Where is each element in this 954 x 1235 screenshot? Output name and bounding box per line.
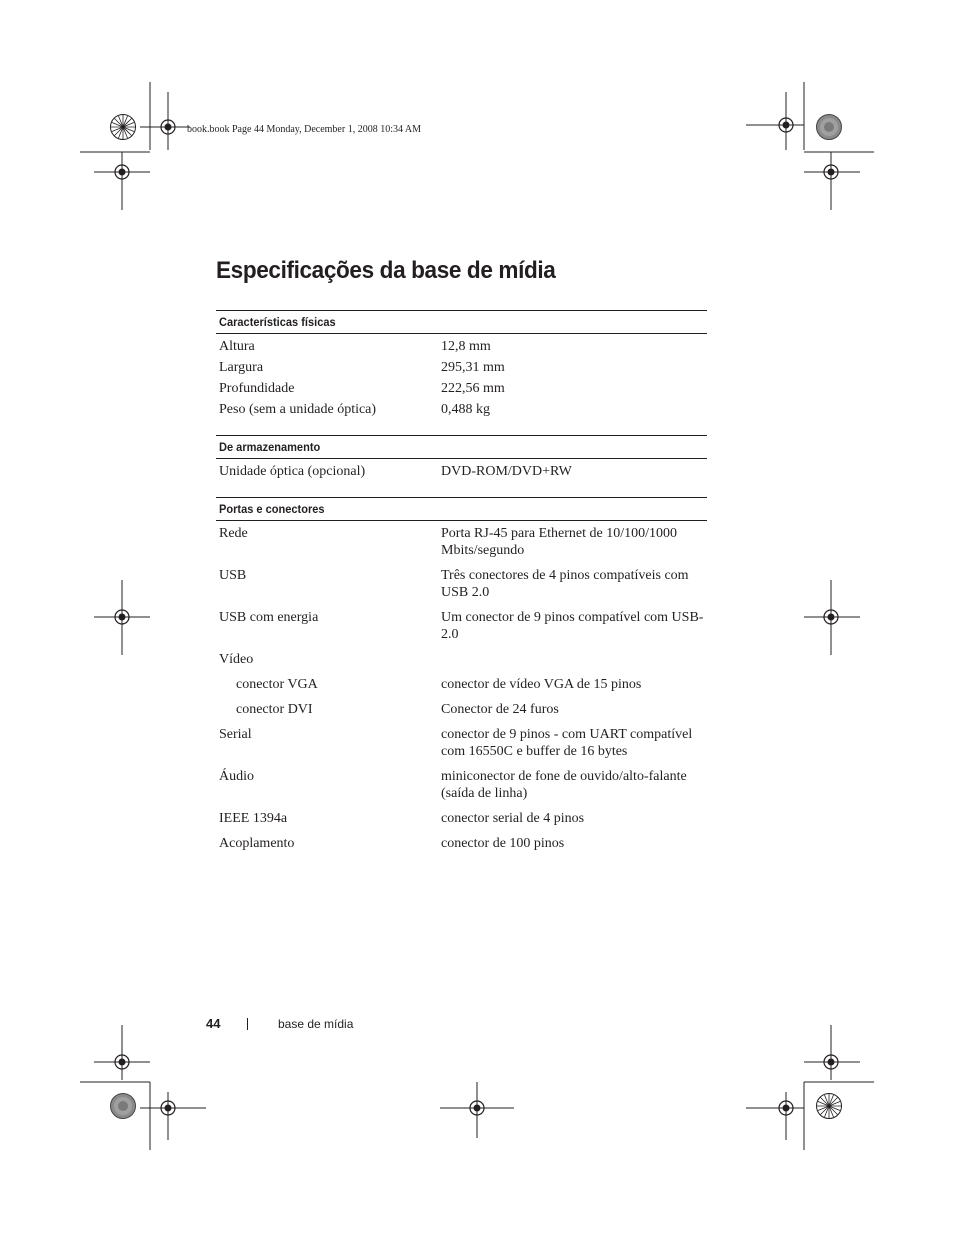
spec-key: IEEE 1394a xyxy=(219,811,288,826)
spec-row xyxy=(216,563,707,605)
spec-row xyxy=(216,459,707,480)
spec-row xyxy=(216,831,707,852)
spec-key: Unidade óptica (opcional) xyxy=(219,464,366,479)
spec-value: conector de 100 pinos xyxy=(441,836,565,851)
spec-value: Três conectores de 4 pinos compatíveis com USB 2.0 xyxy=(441,568,689,600)
spec-value: Um conector de 9 pinos compatível com USB-2.0 xyxy=(441,610,704,642)
spec-row xyxy=(216,605,707,647)
spec-row xyxy=(216,647,707,672)
spec-value: miniconector de fone de ouvido/alto-falante (saída de linha) xyxy=(441,769,687,801)
spec-key: Vídeo xyxy=(219,652,254,667)
spec-key: conector VGA xyxy=(236,677,318,692)
spec-row xyxy=(216,672,707,697)
spec-row xyxy=(216,334,707,355)
spec-row xyxy=(216,764,707,806)
spec-key: Altura xyxy=(219,339,255,354)
spec-key: Rede xyxy=(219,526,248,541)
spec-key: Profundidade xyxy=(219,381,295,396)
spec-key: USB xyxy=(219,568,247,583)
spec-value: conector de vídeo VGA de 15 pinos xyxy=(441,677,642,692)
spec-value: Conector de 24 furos xyxy=(441,702,559,717)
spec-key: Áudio xyxy=(219,769,254,784)
spec-value: 12,8 mm xyxy=(441,339,491,354)
spec-row xyxy=(216,397,707,418)
footer-divider xyxy=(247,1018,248,1030)
spec-value: conector de 9 pinos - com UART compatível com 16550C e buffer de 16 bytes xyxy=(441,727,693,759)
spec-key: Acoplamento xyxy=(219,836,295,851)
page-title: Especificações da base de mídia xyxy=(216,257,556,284)
spec-value: Porta RJ-45 para Ethernet de 10/100/1000 Mbits/segundo xyxy=(441,526,678,558)
footer-section-label: base de mídia xyxy=(278,1017,354,1031)
spec-value: 295,31 mm xyxy=(441,360,505,375)
section-heading-physical: Características físicas xyxy=(216,310,707,334)
spec-row xyxy=(216,355,707,376)
spec-key: conector DVI xyxy=(236,702,313,717)
specifications-table xyxy=(216,310,707,852)
spec-value: 222,56 mm xyxy=(441,381,505,396)
section-heading-storage: De armazenamento xyxy=(216,435,707,459)
spec-row xyxy=(216,806,707,831)
print-file-info: book.book Page 44 Monday, December 1, 2008 10:34 AM xyxy=(187,124,422,135)
spec-value xyxy=(441,651,707,672)
spec-value: DVD-ROM/DVD+RW xyxy=(441,464,572,479)
spec-row xyxy=(216,376,707,397)
spec-key: Largura xyxy=(219,360,264,375)
section-heading-ports: Portas e conectores xyxy=(216,497,707,521)
page-number: 44 xyxy=(206,1016,221,1031)
spec-row xyxy=(216,722,707,764)
spec-value: 0,488 kg xyxy=(441,402,490,417)
spec-key: USB com energia xyxy=(219,610,319,625)
spec-row xyxy=(216,521,707,563)
spec-key: Peso (sem a unidade óptica) xyxy=(219,402,377,417)
spec-key: Serial xyxy=(219,727,252,742)
spec-value: conector serial de 4 pinos xyxy=(441,811,585,826)
spec-row xyxy=(216,697,707,722)
